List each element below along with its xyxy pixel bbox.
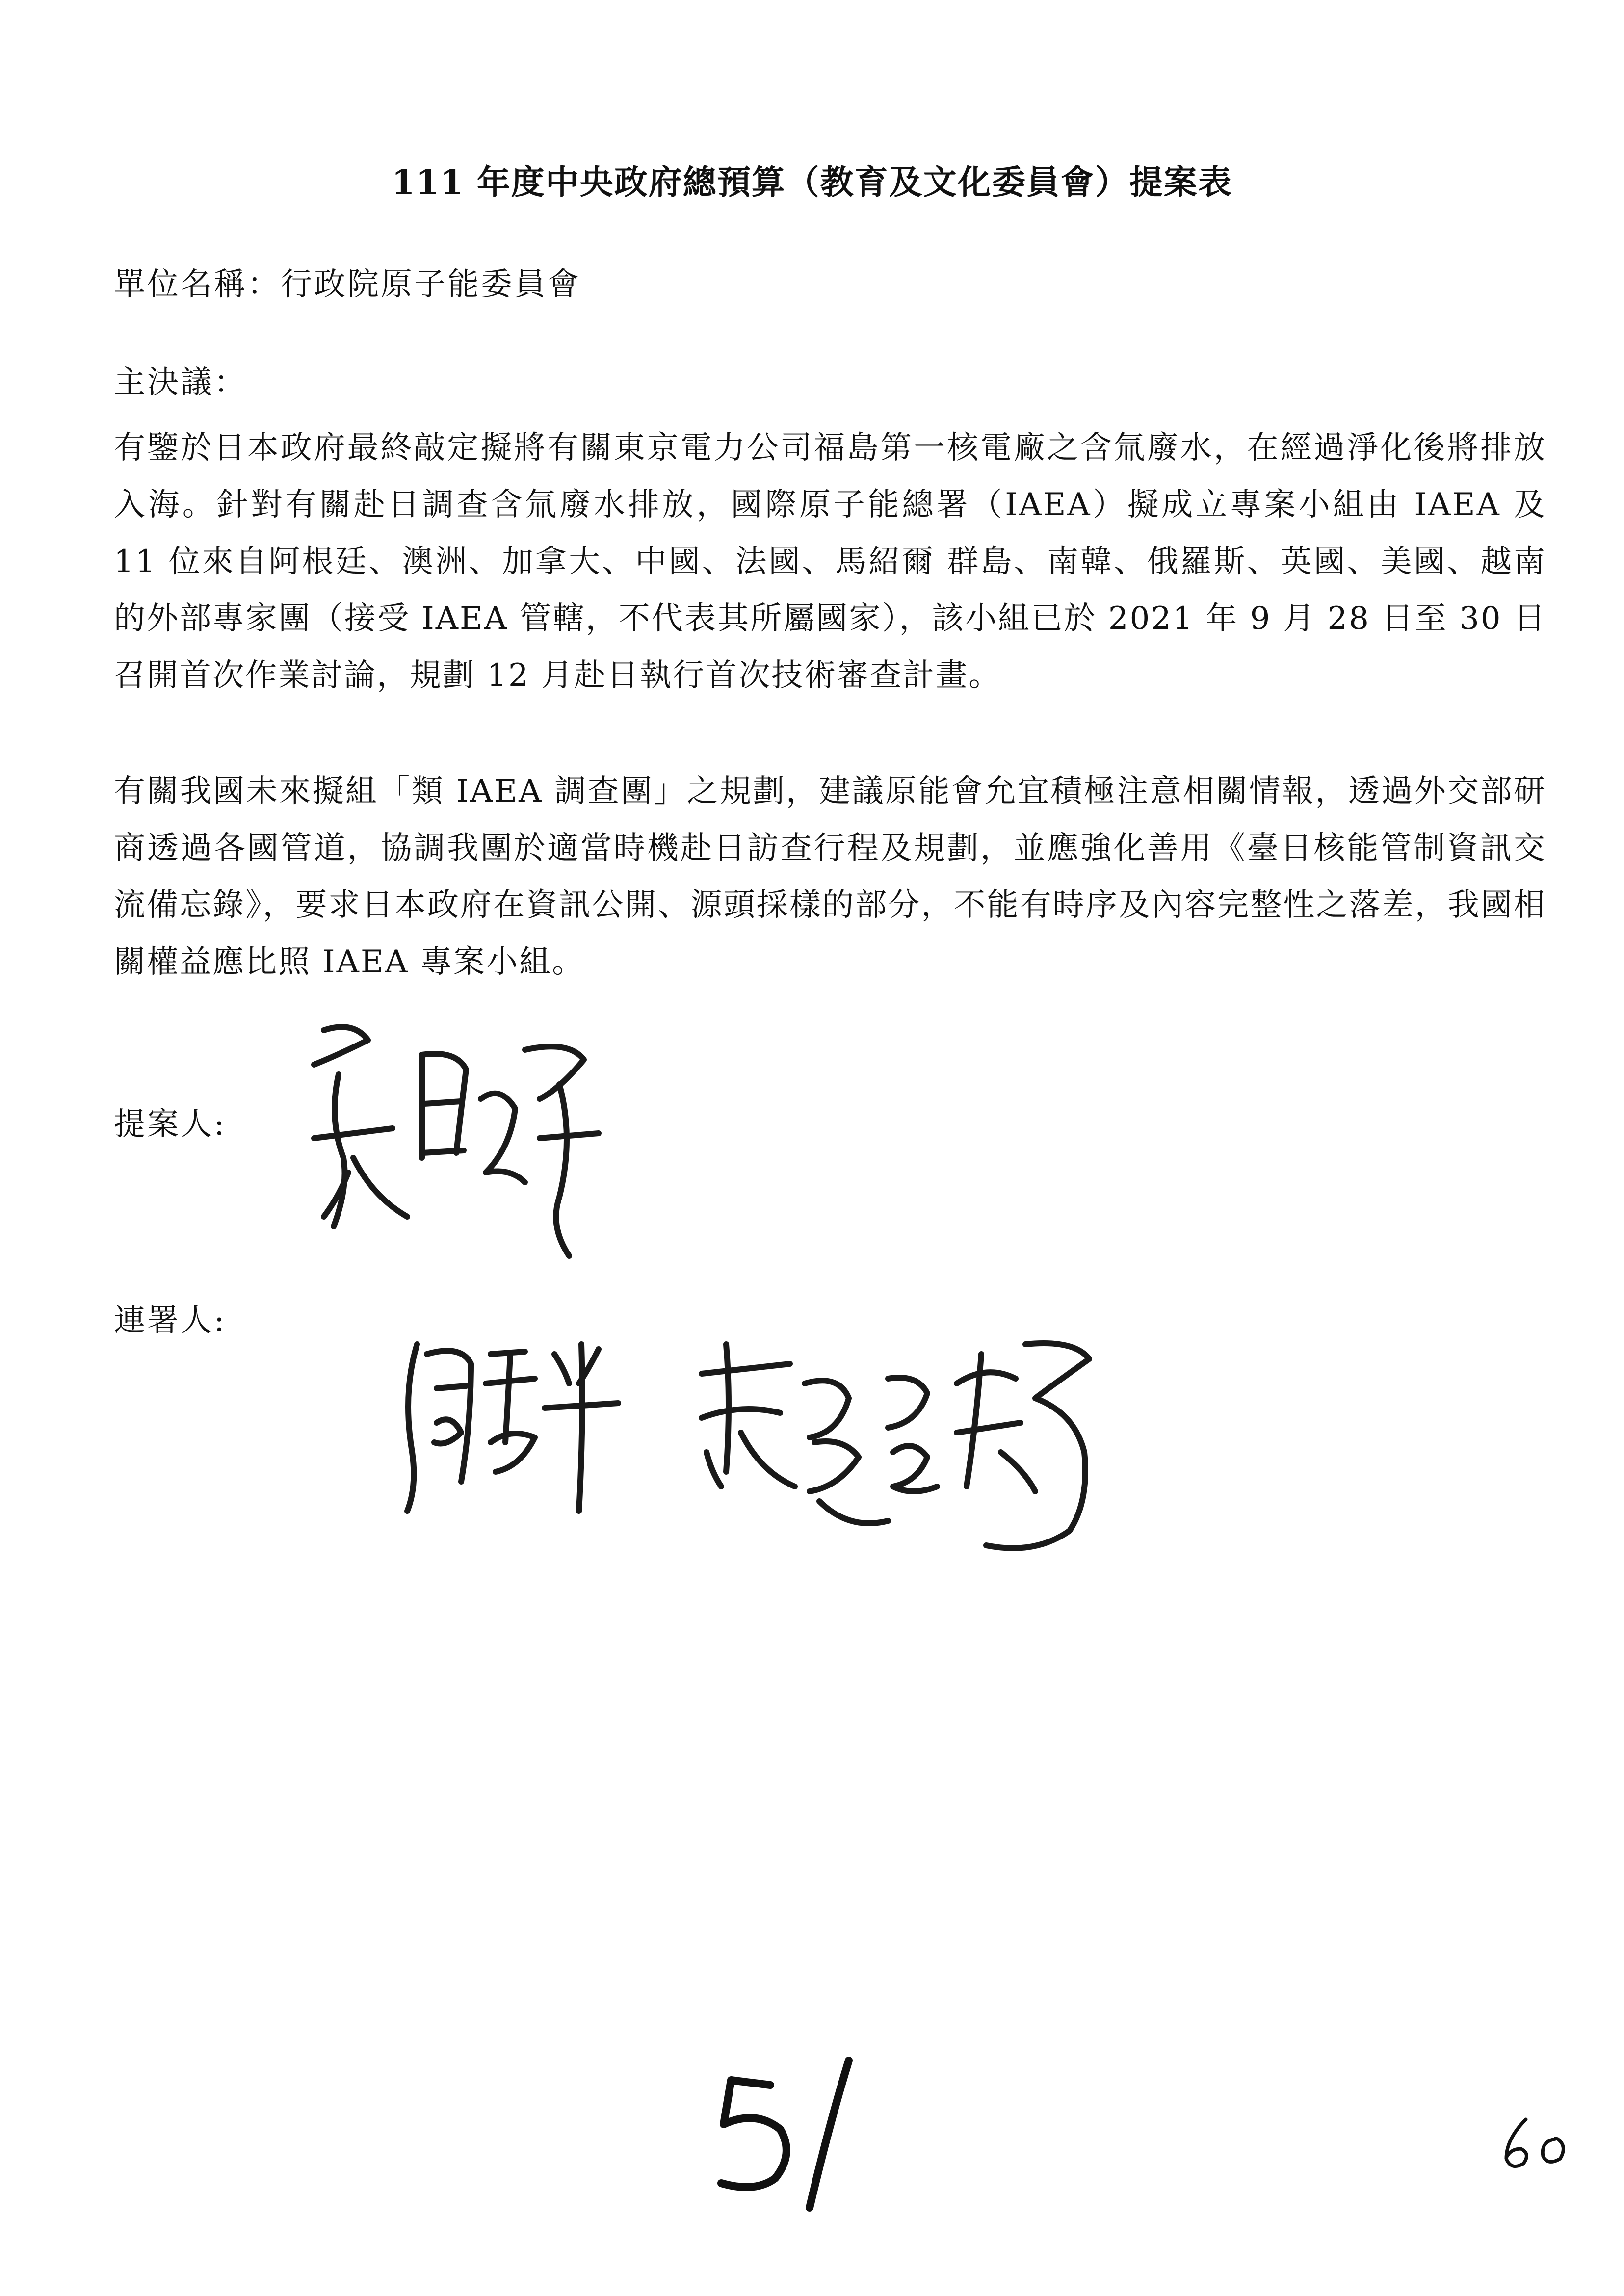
resolution-paragraph-2: 有關我國未來擬組「類 IAEA 調查團」之規劃，建議原能會允宜積極注意相關情報，透過外交部研商透過各國管道，協調我團於適當時機赴日訪查行程及規劃，並應強化善用《臺日核能管制資訊交流備忘錄》，要求日本政府在資訊公開、源頭採樣的部分，不能有時序及內容完整性之落差，我國相關權益應比照 IAEA 專案小組。 [114, 773, 1546, 980]
cosigner-2-signature-image [682, 1325, 1124, 1580]
document-title: 111 年度中央政府總預算（教育及文化委員會）提案表 [392, 163, 1232, 202]
cosigner-1-signature-image [388, 1325, 643, 1531]
handwritten-page-number-image [702, 2051, 864, 2227]
resolution-heading: 主決議： [114, 365, 247, 401]
unit-name-line: 單位名稱：行政院原子能委員會 [114, 266, 581, 303]
corner-page-number-image [1492, 2110, 1580, 2178]
resolution-paragraph-1: 有鑒於日本政府最終敲定擬將有關東京電力公司福島第一核電廠之含氚廢水，在經過淨化後將排放入海。針對有關赴日調查含氚廢水排放，國際原子能總署（IAEA）擬成立專案小組由 IAEA 及 11 位來自阿根廷、澳洲、加拿大、中國、法國、馬紹爾 群島、南韓、俄羅斯、英國、美國、越南的外部專家團（接受 IAEA 管轄，不代表其所屬國家），該小組已於 2021 年 9 月 28 日至 30 日召開首次作業討論，規劃 12 月赴日執行首次技術審查計畫。 [114, 430, 1546, 694]
cosigner-label: 連署人: [114, 1303, 227, 1339]
proposer-label: 提案人: [114, 1106, 227, 1143]
proposer-signature-image [294, 1011, 648, 1266]
